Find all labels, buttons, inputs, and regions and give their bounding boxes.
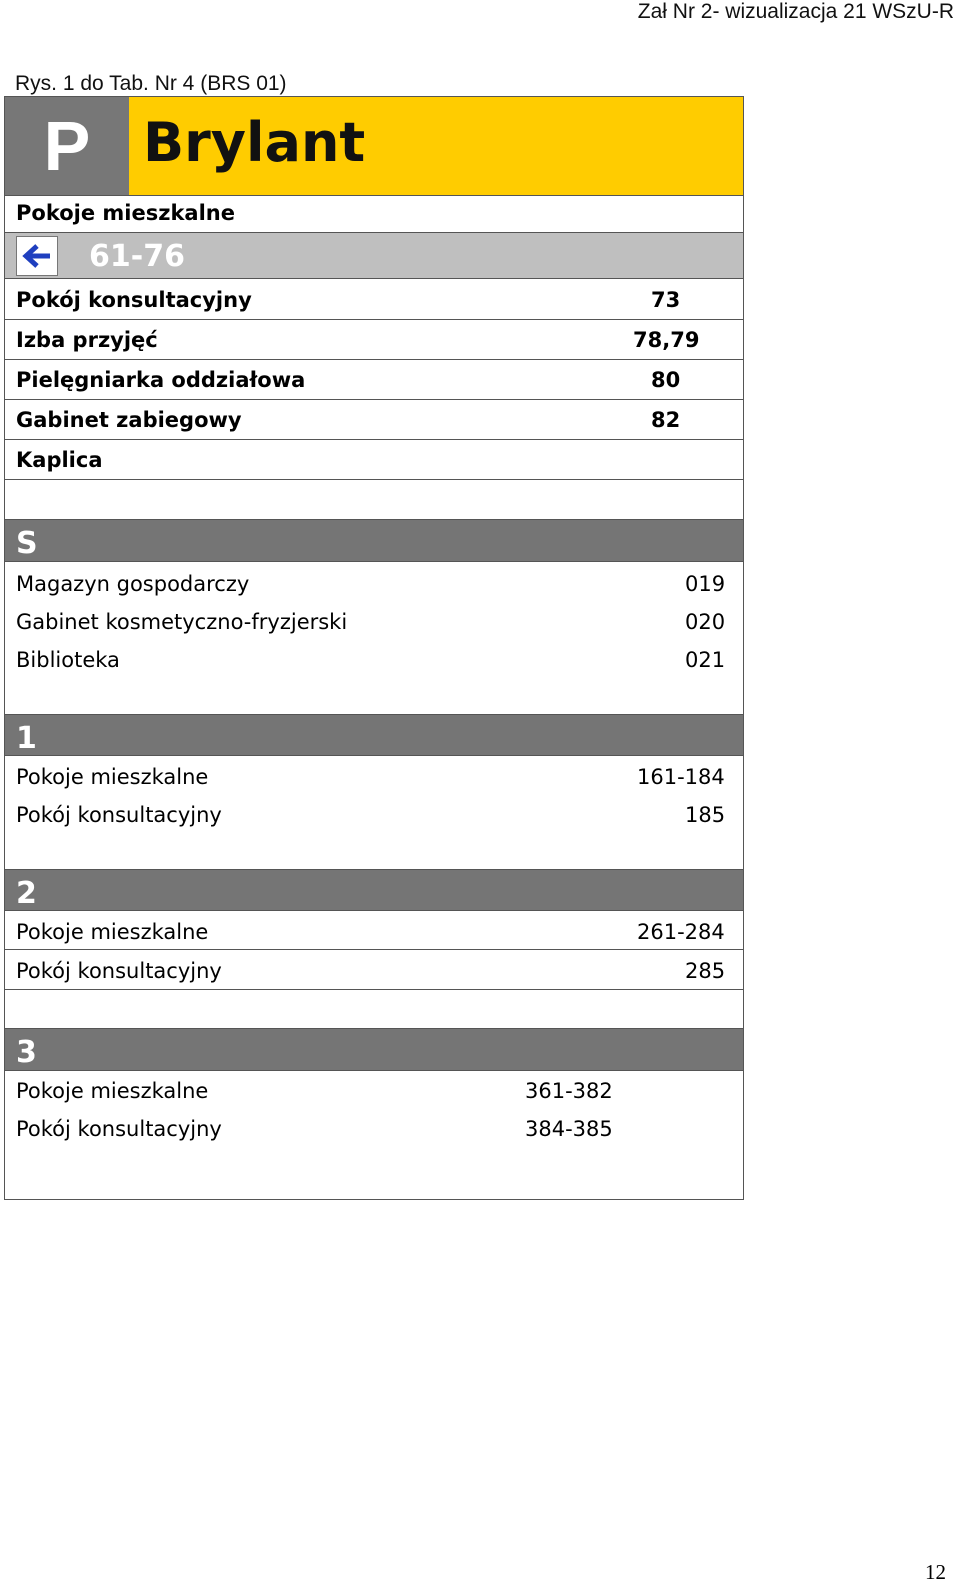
living-rooms-label-row — [5, 195, 743, 233]
room-number: 80 — [651, 368, 681, 392]
room-row — [5, 440, 743, 480]
room-number: 361-382 — [525, 1079, 613, 1103]
room-number: 82 — [651, 408, 681, 432]
section-3-bar — [5, 1029, 743, 1071]
living-rooms-label: Pokoje mieszkalne — [16, 201, 235, 225]
room-row — [5, 950, 743, 990]
room-label: Izba przyjęć — [16, 328, 158, 352]
room-number: 285 — [685, 959, 726, 983]
room-number: 73 — [651, 288, 681, 312]
section-title: 2 — [16, 876, 37, 911]
room-number: 019 — [685, 572, 726, 596]
living-rooms-range-bar — [5, 233, 743, 279]
arrow-left-icon — [16, 236, 58, 276]
page-number: 12 — [925, 1560, 946, 1584]
room-label: Pokój konsultacyjny — [16, 959, 222, 983]
room-number: 384-385 — [525, 1117, 613, 1141]
directory-sign — [4, 96, 744, 1200]
room-row — [5, 360, 743, 400]
spacer-row — [5, 480, 743, 520]
room-number: 185 — [685, 803, 726, 827]
room-number: 161-184 — [637, 765, 725, 789]
room-row — [5, 279, 743, 320]
living-rooms-range: 61-76 — [89, 239, 185, 274]
section-1-bar — [5, 714, 743, 756]
room-label: Magazyn gospodarczy — [16, 572, 250, 596]
section-2-bar — [5, 869, 743, 911]
room-row — [5, 911, 743, 950]
building-name-box — [129, 97, 743, 195]
room-label: Pielęgniarka oddziałowa — [16, 368, 306, 392]
figure-caption: Rys. 1 do Tab. Nr 4 (BRS 01) — [15, 72, 287, 95]
section-title: 3 — [16, 1035, 37, 1070]
room-label: Biblioteka — [16, 648, 120, 672]
room-label: Pokoje mieszkalne — [16, 765, 209, 789]
room-number: 021 — [685, 648, 726, 672]
room-number: 261-284 — [637, 920, 725, 944]
level-letter: P — [5, 97, 129, 195]
room-label: Pokój konsultacyjny — [16, 803, 222, 827]
section-s-bar — [5, 520, 743, 562]
section-title: S — [16, 526, 38, 561]
building-name: Brylant — [143, 111, 366, 174]
page-header: Zał Nr 2- wizualizacja 21 WSzU-R — [637, 0, 954, 23]
room-label: Gabinet zabiegowy — [16, 408, 242, 432]
room-label: Pokój konsultacyjny — [16, 288, 252, 312]
sign-header — [5, 97, 743, 196]
room-label: Kaplica — [16, 448, 103, 472]
room-number: 78,79 — [633, 328, 700, 352]
room-row — [5, 400, 743, 440]
spacer-row — [5, 990, 743, 1029]
room-label: Pokój konsultacyjny — [16, 1117, 222, 1141]
room-label: Pokoje mieszkalne — [16, 920, 209, 944]
section-title: 1 — [16, 721, 37, 756]
room-number: 020 — [685, 610, 726, 634]
room-label: Pokoje mieszkalne — [16, 1079, 209, 1103]
room-label: Gabinet kosmetyczno-fryzjerski — [16, 610, 348, 634]
room-row — [5, 320, 743, 360]
